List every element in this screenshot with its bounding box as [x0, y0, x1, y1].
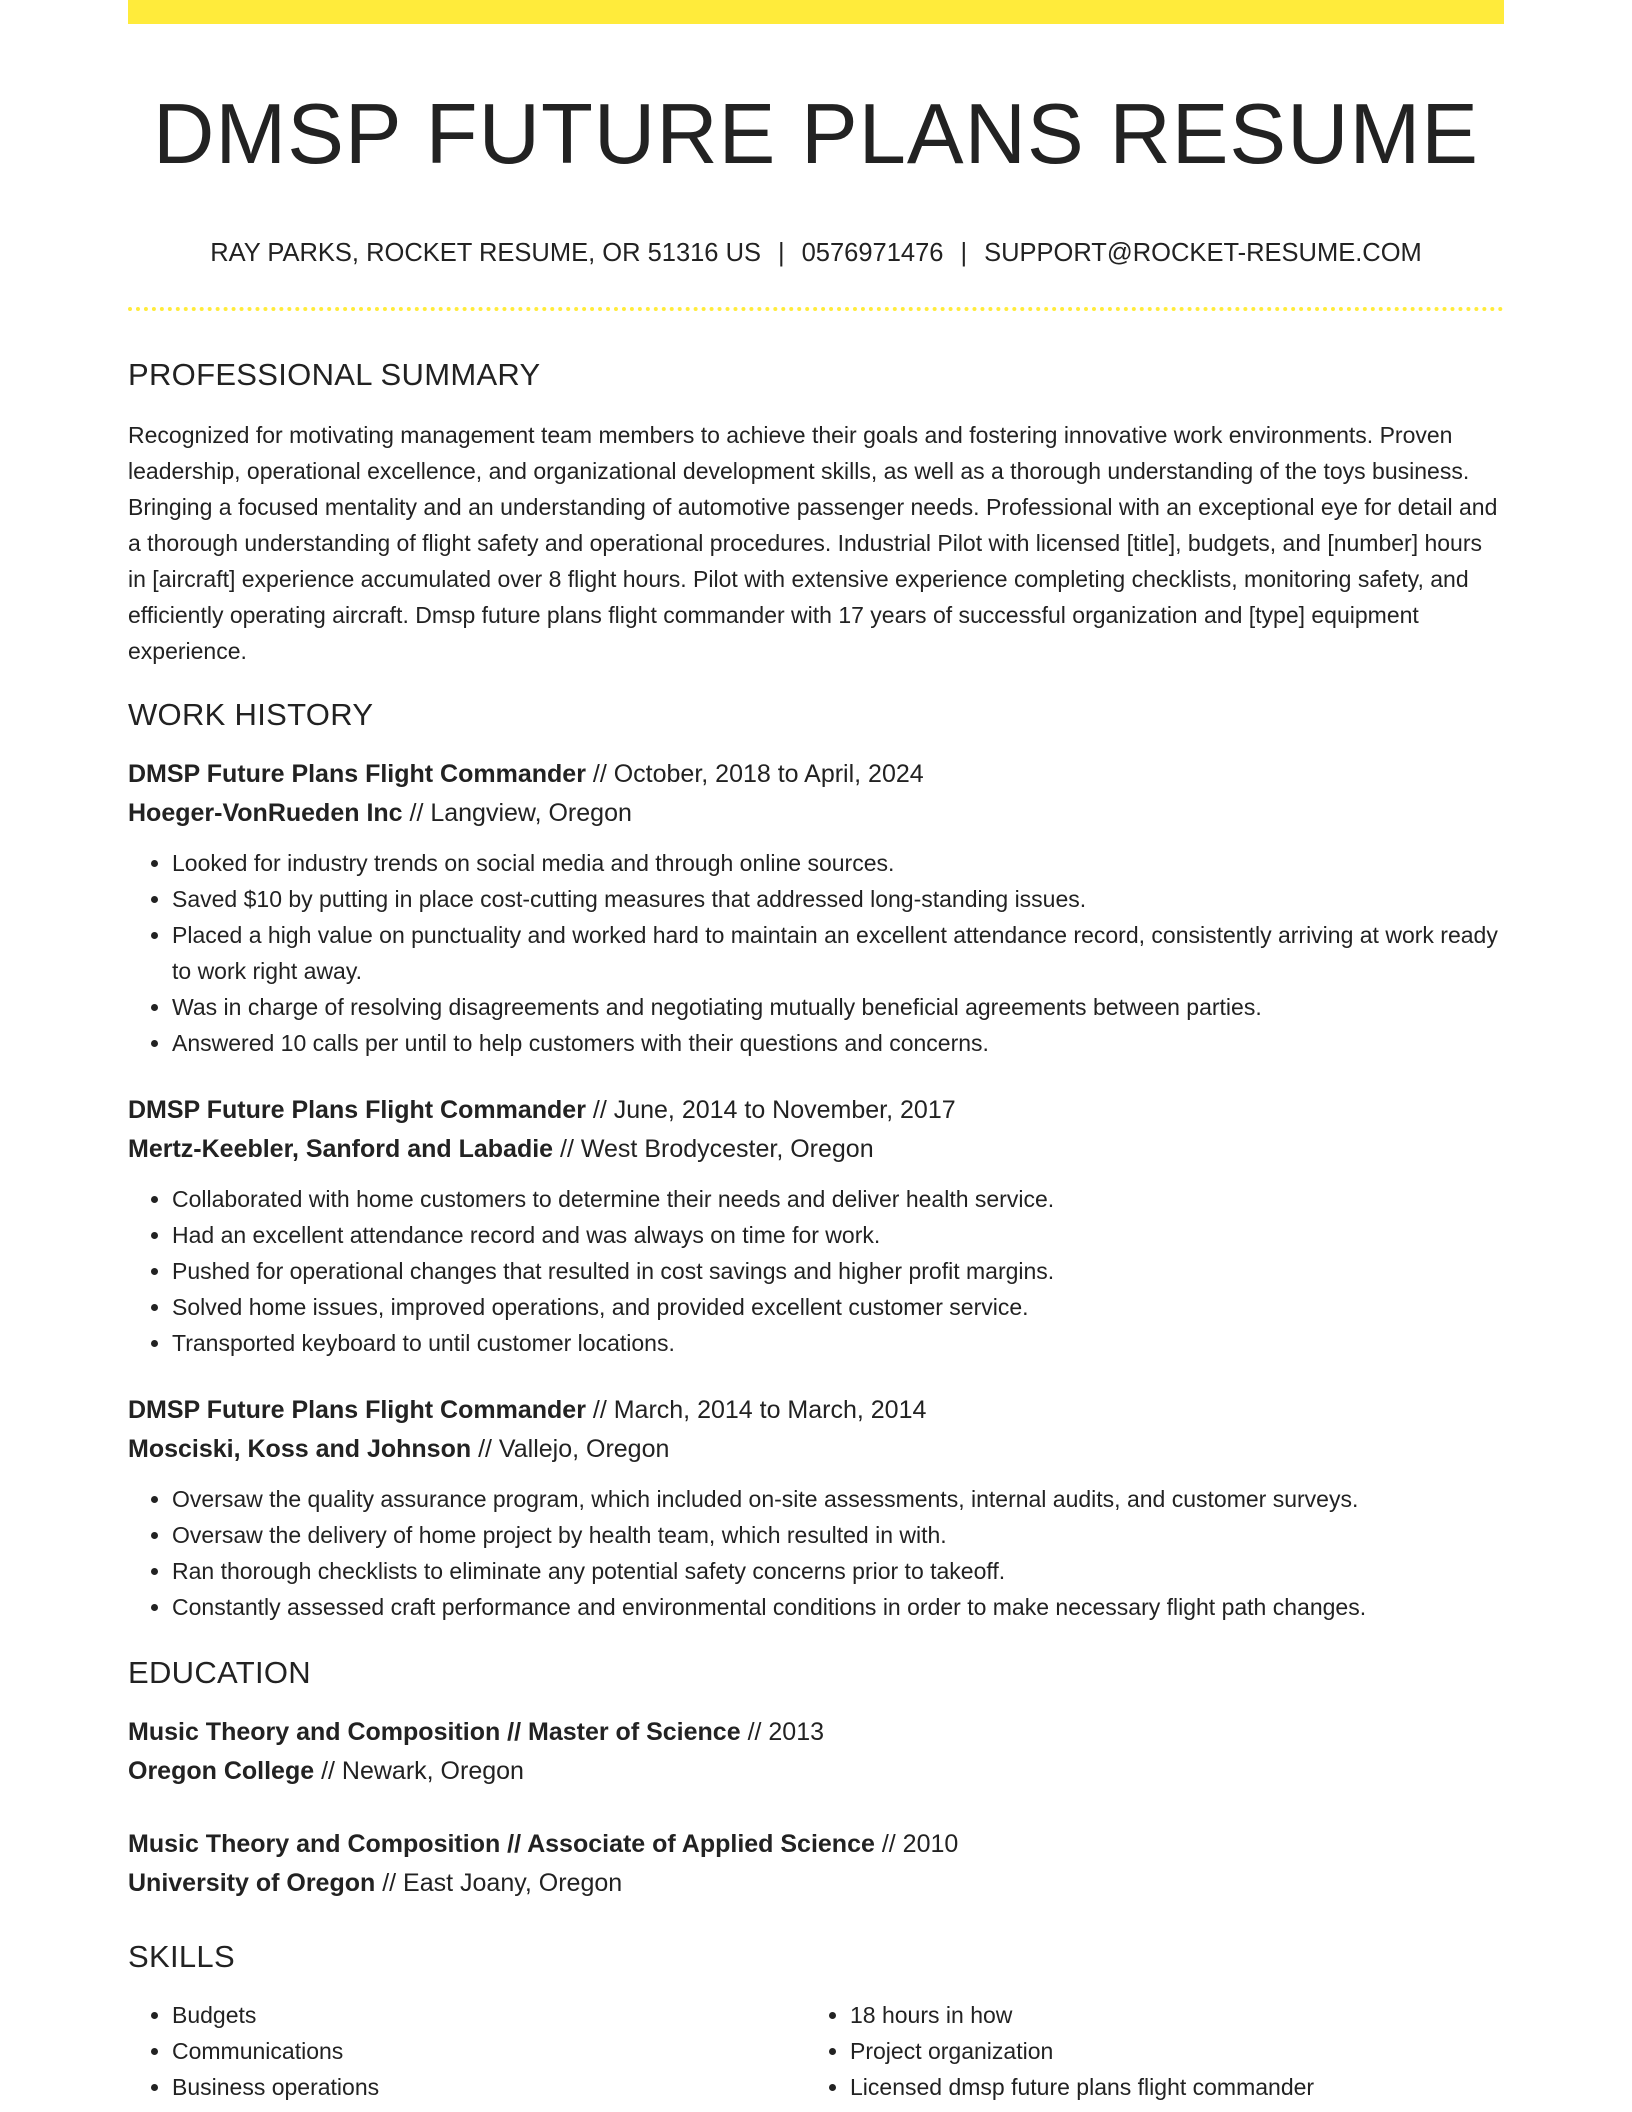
- job-bullet: • Collaborated with home customers to determine their needs and deliver health service.: [172, 1181, 1504, 1217]
- job-title-line: [128, 755, 1504, 794]
- summary-section: [128, 355, 1504, 669]
- contact-line: [128, 236, 1504, 270]
- skills-grid: [128, 1997, 1504, 2105]
- education-location: // East Joany, Oregon: [375, 1869, 623, 1897]
- job-bullet: • Oversaw the delivery of home project by health team, which resulted in with.: [172, 1517, 1504, 1553]
- job-bullet: • Transported keyboard to until customer locations.: [172, 1325, 1504, 1361]
- education-year: // 2010: [874, 1830, 959, 1858]
- job-title: DMSP Future Plans Flight Commander: [128, 1096, 586, 1124]
- job-dates: // June, 2014 to November, 2017: [585, 1096, 956, 1124]
- skill-item: • 18 hours in how: [850, 1997, 1484, 2033]
- education-location: // Newark, Oregon: [314, 1757, 524, 1785]
- education-entry: [128, 1713, 1504, 1791]
- section-heading-summary: PROFESSIONAL SUMMARY: [128, 357, 541, 392]
- section-heading-work: WORK HISTORY: [128, 697, 374, 732]
- resume-title: DMSP FUTURE PLANS RESUME: [153, 87, 1479, 182]
- job-bullets: [128, 845, 1504, 1061]
- job-company: Mertz-Keebler, Sanford and Labadie: [128, 1135, 554, 1163]
- job-bullet: • Constantly assessed craft performance and environmental conditions in order to make necessary flight path changes.: [172, 1589, 1504, 1625]
- skill-item: • Business operations: [172, 2069, 806, 2105]
- accent-bar: [128, 0, 1504, 24]
- job-title-line: [128, 1391, 1504, 1430]
- job-bullets: [128, 1481, 1504, 1625]
- job-company: Hoeger-VonRueden Inc: [128, 799, 403, 827]
- job-title-line: [128, 1091, 1504, 1130]
- section-heading-education: EDUCATION: [128, 1655, 311, 1690]
- skills-column-left: [128, 1997, 806, 2105]
- education-school-line: [128, 1752, 1504, 1791]
- skill-item: • Project organization: [850, 2033, 1484, 2069]
- job-bullet: • Had an excellent attendance record and was always on time for work.: [172, 1217, 1504, 1253]
- education-year: // 2013: [740, 1718, 825, 1746]
- education-degree-line: [128, 1713, 1504, 1752]
- job-dates: // March, 2014 to March, 2014: [585, 1396, 927, 1424]
- job-location: // Vallejo, Oregon: [471, 1435, 670, 1463]
- education-degree-line: [128, 1825, 1504, 1864]
- job-title: DMSP Future Plans Flight Commander: [128, 1396, 586, 1424]
- education-section: [128, 1653, 1504, 1903]
- contact-phone: 0576971476: [801, 239, 944, 267]
- job-bullet: • Ran thorough checklists to eliminate any potential safety concerns prior to takeoff.: [172, 1553, 1504, 1589]
- job-company-line: [128, 1430, 1504, 1469]
- job-bullet: • Oversaw the quality assurance program, which included on-site assessments, internal audits, and customer surveys.: [172, 1481, 1504, 1517]
- contact-separator: |: [778, 239, 785, 267]
- contact-email: SUPPORT@ROCKET-RESUME.COM: [984, 239, 1422, 267]
- job-bullet: • Pushed for operational changes that resulted in cost savings and higher profit margins.: [172, 1253, 1504, 1289]
- skill-item: • Budgets: [172, 1997, 806, 2033]
- job-company-line: [128, 794, 1504, 833]
- education-school: Oregon College: [128, 1757, 315, 1785]
- summary-text: Recognized for motivating management team members to achieve their goals and fostering innovative work environments. Proven leadership, operational excellence, and organizational development skills, as well as a thorough understanding of the toys business. Bringing a focused mentality and an understanding of automotive passenger needs. Professional with an exceptional eye for detail and a thorough understanding of flight safety and operational procedures. Industrial Pilot with licensed [title], budgets, and [number] hours in [aircraft] experience accumulated over 8 flight hours. Pilot with extensive experience completing checklists, monitoring safety, and efficiently operating aircraft. Dmsp future plans flight commander with 17 years of successful organization and [type] equipment experience.: [128, 422, 1498, 664]
- job-bullet: • Looked for industry trends on social media and through online sources.: [172, 845, 1504, 881]
- section-heading-skills: SKILLS: [128, 1939, 235, 1974]
- education-degree: Music Theory and Composition // Master of Science: [128, 1718, 741, 1746]
- skills-section: [128, 1937, 1504, 2105]
- education-degree: Music Theory and Composition // Associate of Applied Science: [128, 1830, 875, 1858]
- job-bullet: • Solved home issues, improved operations, and provided excellent customer service.: [172, 1289, 1504, 1325]
- job-entry: [128, 755, 1504, 1061]
- job-company: Mosciski, Koss and Johnson: [128, 1435, 472, 1463]
- job-dates: // October, 2018 to April, 2024: [585, 760, 924, 788]
- contact-separator: |: [960, 239, 968, 267]
- resume-content: [128, 24, 1504, 2105]
- job-title: DMSP Future Plans Flight Commander: [128, 760, 586, 788]
- job-bullets: [128, 1181, 1504, 1361]
- skill-item: • Communications: [172, 2033, 806, 2069]
- dotted-divider: [128, 307, 1504, 311]
- job-location: // West Brodycester, Oregon: [553, 1135, 874, 1163]
- job-location: // Langview, Oregon: [402, 799, 632, 827]
- job-entry: [128, 1391, 1504, 1625]
- education-school: University of Oregon: [128, 1869, 376, 1897]
- job-entry: [128, 1091, 1504, 1361]
- work-history-section: [128, 695, 1504, 1625]
- job-bullet: • Saved $10 by putting in place cost-cutting measures that addressed long-standing issues.: [172, 881, 1504, 917]
- education-school-line: [128, 1864, 1504, 1903]
- skill-item: • Licensed dmsp future plans flight commander: [850, 2069, 1484, 2105]
- job-bullet: • Was in charge of resolving disagreements and negotiating mutually beneficial agreements between parties.: [172, 989, 1504, 1025]
- job-bullet: • Placed a high value on punctuality and worked hard to maintain an excellent attendance record, consistently arriving at work ready to work right away.: [172, 917, 1504, 989]
- job-company-line: [128, 1130, 1504, 1169]
- job-bullet: • Answered 10 calls per until to help customers with their questions and concerns.: [172, 1025, 1504, 1061]
- skills-column-right: [806, 1997, 1484, 2105]
- education-entry: [128, 1825, 1504, 1903]
- contact-address: RAY PARKS, ROCKET RESUME, OR 51316 US: [210, 239, 761, 267]
